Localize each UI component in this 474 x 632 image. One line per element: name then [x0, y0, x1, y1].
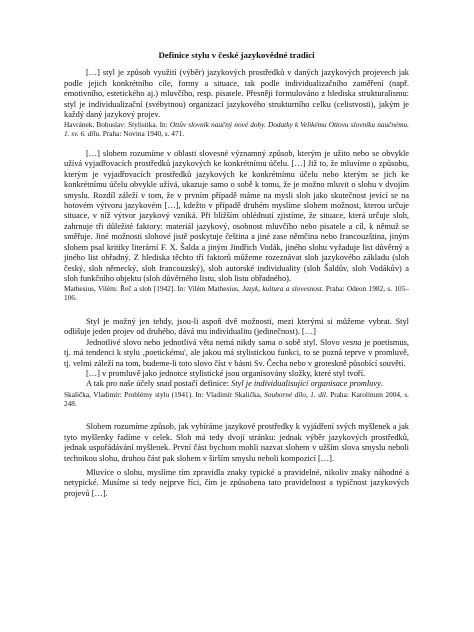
text-segment: A tak pro naše účely snad postačí definice:	[86, 379, 232, 389]
quote-skalicka-1: Styl je možný jen tehdy, jsou-li aspoň dvě možnosti, mezi kterými si můžeme vybrat. Styl odlišuje jeden projev od druhého, dává mu individualitu (jedinečnost). […]	[64, 316, 409, 337]
citation-source-title: Jazyk, kultura a slovesnost	[242, 284, 322, 294]
text-segment: .	[380, 379, 383, 389]
citation-publisher: . Praha: Karolinum 2004, s. 248.	[64, 389, 409, 408]
citation-publisher: . Praha: Novina 1940, s. 471.	[99, 129, 185, 139]
citation-skalicka	[64, 391, 409, 409]
example-word: vesna	[342, 337, 362, 347]
quote-sloh-2: Mluvíce o slohu, myslíme tím zpravidla znaky typické a pravidelné, nikoliv znaky náhodné a netypické. Musíme si tedy nejprve říci, čím je způsobena tato pravidelnost a typičnost jazykových projevů […].	[64, 467, 409, 498]
citation-publisher: . Praha: Odeon 1982, s. 105–106.	[64, 284, 409, 303]
citation-source-title: Ottův slovník naučný nové doby. Dodatky k Velikému Ottovu slovníku naučnému. 1. sv. 6. dílu	[64, 120, 410, 139]
text-segment: je poetismus, tj. má tendenci k stylu ‚poetickému', ale jakou má stylistickou funkci, to se pozná teprve v promluvě, tj. velmi záleží na tom, budeme-li toto slovo číst v básni Sv. Čecha nebo v groteskně působící souvětí.	[64, 337, 409, 368]
text-segment: Jednotlivé slovo nebo jednotlivá věta nemá nikdy sama o sobě styl. Slovo	[86, 337, 343, 347]
citation-source-title: Souborné dílo, 1. díl	[264, 389, 326, 399]
quote-skalicka-2	[64, 338, 409, 369]
page-title: Definice stylu v české jazykovědné tradici	[158, 50, 315, 60]
citation-mathesius	[64, 285, 409, 303]
citation-author: Havránek, Bohuslav: Stylistika. In:	[64, 120, 170, 130]
document-page	[64, 50, 409, 499]
quote-skalicka-3: […] v promluvě jako jednotce stylistické jsou organisovány složky, které styl tvoří.	[86, 368, 366, 378]
definition-text: Styl je individualisující organisace promluvy	[231, 379, 381, 389]
quote-mathesius: […] slohem rozumíme v oblasti slovesné významný způsob, kterým je užito nebo se obvykle užívá vyjadřovacích prostředků jazykových ke konkrétnímu účelu. […] Již to, že mluvíme o způsobu, kterým je vyjadřovacích prostředků jazykových ke konkrétnímu účelu nebo kterým se jich ke konkrétnímu účelu obvykle užívá, ukazuje samo o sobě k tomu, že je možno mluvit o slohu v dvojím smyslu. Rozdíl záleží v tom, že v prvním případě máme na mysli sloh jako skutečnost jevící se na hotovém výtvoru jazykovém […], kdežto v případě druhém myslíme slohem možnost, kterou určuje situace, v níž výtvor jazykový vzniká. Při bližším ohlédnutí zjistíme, že situace, která určuje sloh, zahrnuje tři důležité faktory: materiál jazykový, osobnost mluvčího nebo pisatele a cíl, k němuž se směřuje. Jiné možnosti slohové jistě poskytuje čeština a jiné zase němčina nebo francouzština, jiným slohem psal kritiky literární F. X. Šalda a jiným Jindřich Vodák, jiného slohu vyžaduje list důvěrný a jiného list obřadný. Z hlediska těchto tří faktorů můžeme rozeznávat sloh jazykového základu (sloh český, sloh německý, sloh francouzský), sloh autorské individuality (sloh Šaldův, sloh Vodákův) a sloh funkčního objektu (sloh důvěrného listu, sloh listu obřadného).	[64, 149, 409, 283]
citation-author: Mathesius, Vilém: Řeč a sloh [1942]. In: Vilém Mathesius,	[64, 284, 243, 294]
citation-havranek	[64, 121, 409, 139]
quote-skalicka-4	[64, 379, 409, 389]
quote-sloh-1: Slohem rozumíme způsob, jak vybíráme jazykové prostředky k vyjádření svých myšlenek a jak tyto myšlenky řadíme v celek. Sloh má tedy dvojí stránku: jednak výběr jazykových prostředků, jednak uspořádávání myšlenek. První část bychom mohli nazvat slohem v užším slova smyslu neboli technikou slohu, druhou část pak slohem v širším smyslu neboli kompozicí […].	[64, 422, 409, 463]
quote-havranek: […] styl je způsob využití (výběr) jazykových prostředků v daných jazykových projevech jak podle jejich konkrétního cíle, formy a situace, tak podle individualizačního zaměření (např. emotivního, estetického aj.) mluvčího, resp. pisatele. Přesněji formulováno z hlediska strukturalismu: styl je individualizační (svébytnou) organizací jazykového strukturního celku (celistvosti), jakým je každý daný jazykový projev.	[64, 68, 409, 120]
citation-author: Skalička, Vladimír: Problémy stylu (1941). In: Vladimír Skalička,	[64, 389, 265, 399]
